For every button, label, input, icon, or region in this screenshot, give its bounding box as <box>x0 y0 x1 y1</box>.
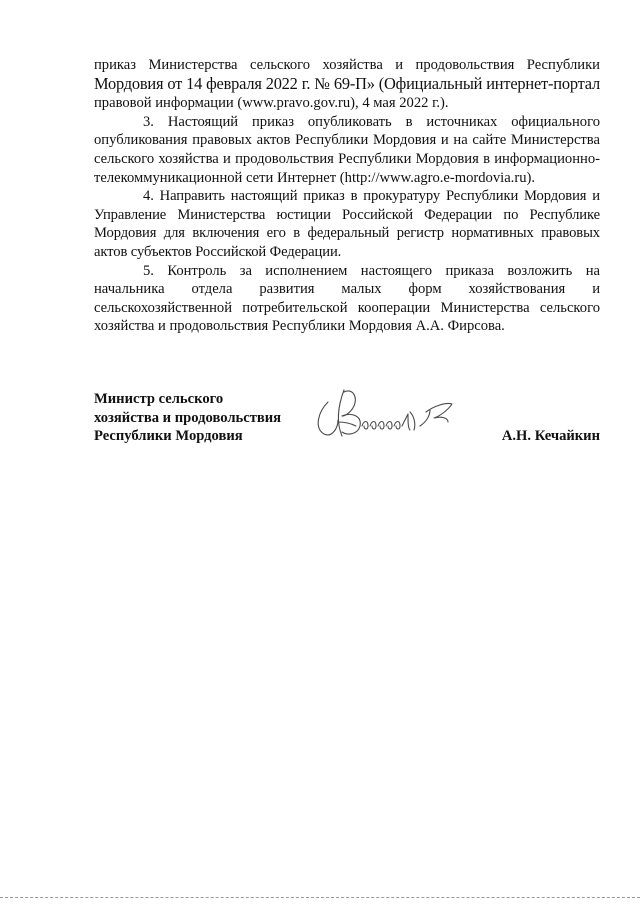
paragraph-4: 4. Направить настоящий приказ в прокуратуру Республики Мордовия и Управление Министерства юстиции Российской Федерации по Республике Мордовия для включения его в федеральный регистр нормативных правовых актов субъектов Российской Федерации. <box>94 188 600 260</box>
signature-block <box>94 390 600 460</box>
continuation-line-3: правовой информации (www.pravo.gov.ru), 4 мая 2022 г.). <box>94 95 449 112</box>
position-line-3: Республики Мордовия <box>94 428 243 445</box>
handwritten-signature <box>308 382 458 444</box>
paragraph-continuation <box>94 56 600 113</box>
paragraph-3: 3. Настоящий приказ опубликовать в источниках официального опубликования правовых актов Республики Мордовия и на сайте Министерства сельского хозяйства и продовольствия Республики Мордовия в информационно-телекоммуникационной сети Интернет (http://www.agro.e-mordovia.ru). <box>94 113 600 186</box>
position-line-1: Министр сельского <box>94 391 224 407</box>
document-body <box>94 56 600 336</box>
page-bottom-rule <box>0 897 640 898</box>
position-line-2: хозяйства и продовольствия <box>94 409 282 426</box>
signer-position <box>94 390 281 446</box>
continuation-line-2: Мордовия от 14 февраля 2022 г. № 69-П» (Официальный интернет-портал <box>94 73 600 93</box>
continuation-line-1: приказ Министерства сельского хозяйства и продовольствия Республики <box>94 57 600 73</box>
signer-name: А.Н. Кечайкин <box>501 428 600 444</box>
paragraph-5: 5. Контроль за исполнением настоящего приказа возложить на начальника отдела развития малых форм хозяйствования и сельскохозяйственной потребительской кооперации Министерства сельского хозяйства и продовольствия Республики Мордовия А.А. Фирсова. <box>94 262 600 335</box>
